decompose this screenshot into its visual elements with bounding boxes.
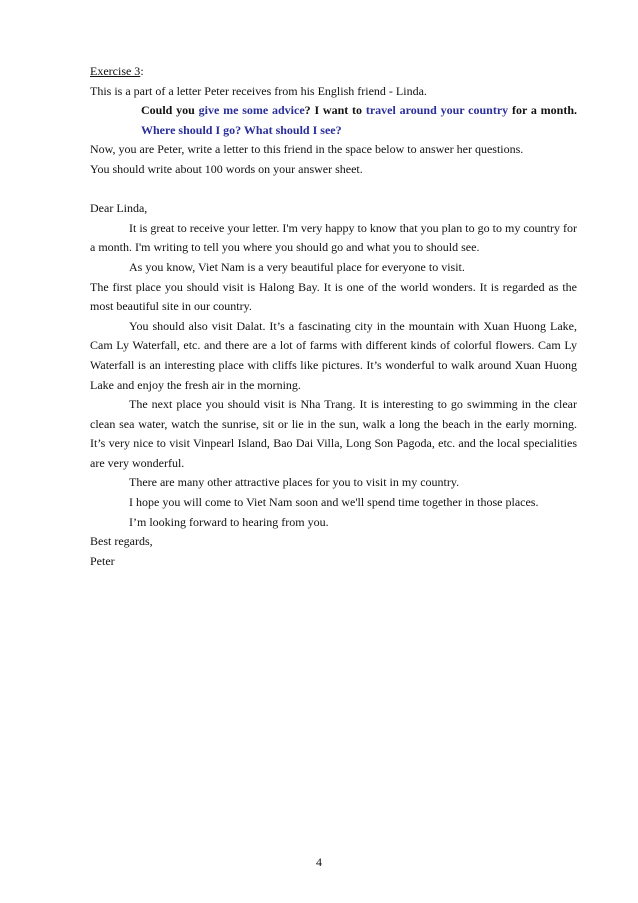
exercise-instruction: You should write about 100 words on your answer sheet. [90, 161, 363, 176]
letter-paragraph: The first place you should visit is Halong Bay. It is one of the world wonders. It is regarded as the most beautiful site in our country. [90, 279, 577, 314]
quote-segment: for a month. [508, 103, 577, 118]
document-page [90, 62, 577, 571]
exercise-heading [90, 62, 577, 82]
letter-quote [90, 101, 577, 140]
exercise-title-suffix: : [140, 64, 144, 78]
quote-highlight: Where should I go? What should I see? [141, 122, 342, 137]
quote-segment: Could you [141, 103, 199, 118]
quote-highlight: travel around your country [365, 103, 509, 118]
letter-paragraph: There are many other attractive places for you to visit in my country. [129, 475, 460, 490]
letter-paragraph: You should also visit Dalat. It’s a fascinating city in the mountain with Xuan Huong Lake, Cam Ly Waterfall, etc. and there are a lot of farms with different kinds of colorful flowers. Cam Ly Waterfall is an interesting place with cliffs like pictures. It’s wonderful to walk around Xuan Huong Lake and enjoy the fresh air in the morning. [90, 318, 577, 392]
letter-paragraph: I’m looking forward to hearing from you. [129, 514, 329, 529]
quote-highlight: give me some advice [198, 103, 305, 118]
letter-paragraph: The next place you should visit is Nha Trang. It is interesting to go swimming in the clear clean sea water, watch the sunrise, sit or lie in the sun, walk a long the beach in the early morning. It’s very nice to visit Vinpearl Island, Bao Dai Villa, Long Son Pagoda, etc. and the local specialities are very wonderful. [90, 397, 577, 470]
exercise-instruction: Now, you are Peter, write a letter to this friend in the space below to answer her questions. [90, 142, 524, 157]
letter-paragraph: It is great to receive your letter. I'm very happy to know that you plan to go to my country for a month. I'm writing to tell you where you should go and what you to should see. [90, 220, 577, 255]
spacer [90, 180, 577, 200]
letter-greeting: Dear Linda, [90, 201, 148, 216]
letter-closing: Best regards, [90, 534, 153, 549]
letter-paragraph: I hope you will come to Viet Nam soon and we'll spend time together in those places. [129, 495, 539, 510]
exercise-intro: This is a part of a letter Peter receives from his English friend - Linda. [90, 83, 427, 98]
exercise-title: Exercise 3 [90, 64, 141, 78]
letter-paragraph: As you know, Viet Nam is a very beautiful place for everyone to visit. [129, 259, 465, 274]
page-number: 4 [316, 855, 322, 869]
letter-signature: Peter [90, 553, 115, 568]
quote-segment: ? I want to [304, 103, 366, 118]
